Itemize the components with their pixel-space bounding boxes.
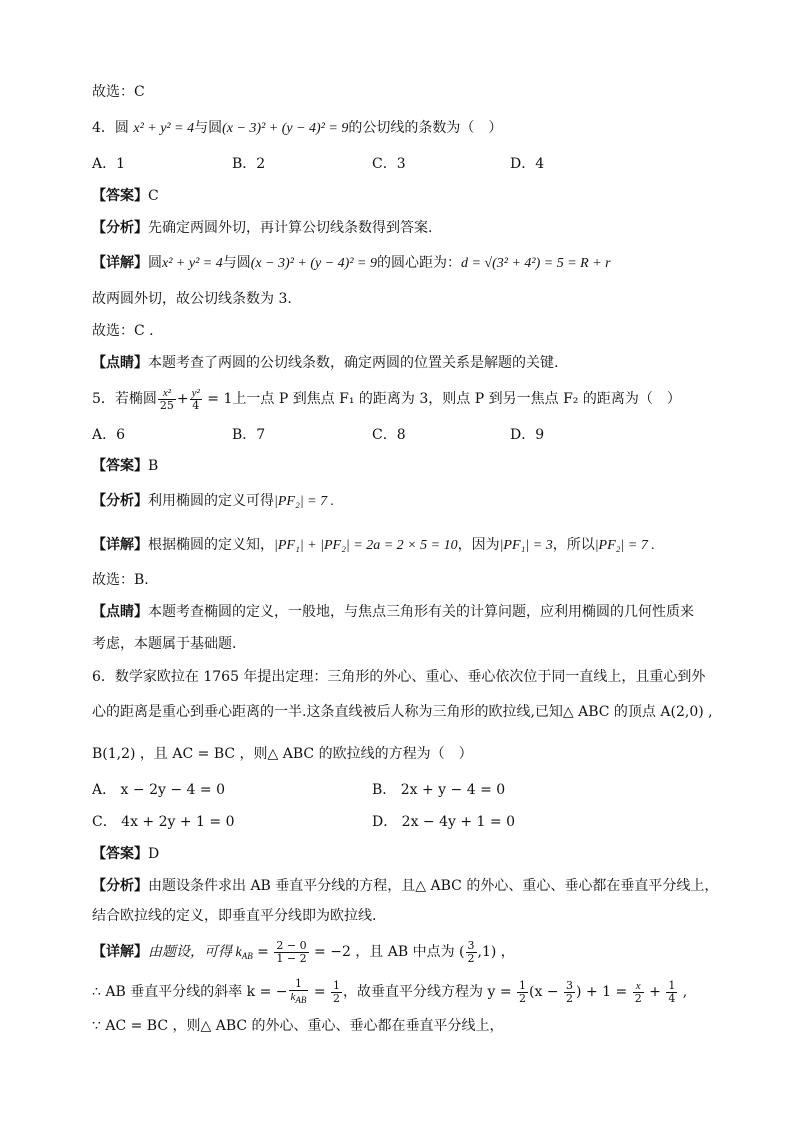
q5-answer: 【答案】B bbox=[92, 458, 159, 474]
q6-detail-1: 【详解】由题设，可得 $k_{AB}$ = $\frac{2 - 0}{1 - 2}$ = −2 ，且 AB 中点为 ( $\frac{3}{2}$ ,1) ， bbox=[92, 938, 515, 965]
q4-option-a: A．1 bbox=[92, 156, 126, 172]
q4-stem: 4．圆 x² + y² = 4与圆(x − 3)² + (y − 4)² = 9的公切线的条数为（ ） bbox=[92, 120, 503, 136]
quarter-fraction: $\frac{1}{4}$ bbox=[668, 978, 676, 1005]
ellipse-fraction-y: $\frac{\text{y²}}{4}$ bbox=[191, 386, 200, 412]
q5-option-c: C．8 bbox=[372, 427, 406, 443]
q5-comment: 【点睛】本题考查椭圆的定义，一般地，与焦点三角形有关的计算问题，应利用椭圆的几何性质来 bbox=[92, 604, 694, 620]
q5-option-b: B．7 bbox=[232, 427, 266, 443]
q4-choose: 故选：C . bbox=[92, 323, 154, 339]
half-fraction-1: $\frac{1}{2}$ bbox=[333, 978, 341, 1005]
ellipse-fraction-x: $\frac{\text{x²}}{25}$ bbox=[159, 386, 174, 412]
q6-option-d: D． 2x − 4y + 1 = 0 bbox=[372, 814, 516, 830]
q4-option-d: D．4 bbox=[510, 156, 545, 172]
q6-detail-2: ∴ AB 垂直平分线的斜率 k = − $\frac{1}{k_{AB}}$ = $\frac{1}{2}$ ，故垂直平分线方程为 y = $\frac{1}{2}$ (x − $\frac{3}{2}$ ) + 1 = $\frac{x}{2}$ + $\frac{1}{4}$ , bbox=[92, 977, 688, 1005]
q6-answer: 【答案】D bbox=[92, 846, 160, 862]
q6-stem-1: 6．数学家欧拉在 1765 年提出定理：三角形的外心、重心、垂心依次位于同一直线上，且重心到外 bbox=[92, 669, 706, 685]
q6-option-a: A． x − 2y − 4 = 0 bbox=[92, 782, 225, 798]
slope-fraction: $\frac{2 - 0}{1 - 2}$ bbox=[276, 938, 307, 965]
q4-option-b: B．2 bbox=[232, 156, 266, 172]
half-fraction-2: $\frac{1}{2}$ bbox=[519, 978, 527, 1005]
q4-conclusion: 故两圆外切，故公切线条数为 3. bbox=[92, 291, 292, 307]
q5-option-d: D．9 bbox=[510, 427, 545, 443]
q5-stem: 5．若椭圆 $\frac{\text{x²}}{25}$ + $\frac{\text{y²}}{4}$ = 1上一点 P 到焦点 F₁ 的距离为 3，则点 P 到另一焦点 F₂ 的距离为（ ） bbox=[92, 386, 681, 412]
q6-detail-3: ∵ AC = BC ，则△ ABC 的外心、重心、垂心都在垂直平分线上， bbox=[92, 1018, 504, 1034]
q6-analysis-cont: 结合欧拉线的定义，即垂直平分线即为欧拉线. bbox=[92, 908, 377, 924]
q5-analysis: 【分析】利用椭圆的定义可得|PF₂| = 7 . bbox=[92, 493, 335, 509]
q4-comment: 【点睛】本题考查了两圆的公切线条数，确定两圆的位置关系是解题的关键. bbox=[92, 355, 559, 371]
q3-choose: 故选：C bbox=[92, 84, 145, 100]
q4-detail: 【详解】圆x² + y² = 4与圆(x − 3)² + (y − 4)² = 9的圆心距为：d = √(3² + 4²) = 5 = R + r bbox=[92, 255, 611, 271]
q6-stem-3: B(1,2) ，且 AC = BC ，则△ ABC 的欧拉线的方程为（ ） bbox=[92, 746, 473, 762]
q4-answer: 【答案】C bbox=[92, 188, 159, 204]
q5-detail: 【详解】根据椭圆的定义知，|PF₁| + |PF₂| = 2a = 2 × 5 = 10，因为|PF₁| = 3，所以|PF₂| = 7 . bbox=[92, 537, 655, 553]
q6-option-c: C． 4x + 2y + 1 = 0 bbox=[92, 814, 235, 830]
three-halves-fraction: $\frac{3}{2}$ bbox=[566, 978, 574, 1005]
x-half-fraction: $\frac{x}{2}$ bbox=[634, 979, 642, 1005]
q5-option-a: A．6 bbox=[92, 427, 126, 443]
q6-option-b: B． 2x + y − 4 = 0 bbox=[372, 782, 506, 798]
q4-analysis: 【分析】先确定两圆外切，再计算公切线条数得到答案. bbox=[92, 220, 433, 236]
perpendicular-slope-fraction: $\frac{1}{k_{AB}}$ bbox=[290, 977, 307, 1005]
q5-comment-cont: 考虑，本题属于基础题. bbox=[92, 636, 237, 652]
midpoint-fraction: $\frac{3}{2}$ bbox=[467, 938, 475, 965]
q4-option-c: C．3 bbox=[372, 156, 406, 172]
q6-stem-2: 心的距离是重心到垂心距离的一半.这条直线被后人称为三角形的欧拉线,已知△ ABC 的顶点 A(2,0) , bbox=[92, 704, 713, 720]
q5-choose: 故选：B. bbox=[92, 572, 149, 588]
q6-analysis: 【分析】由题设条件求出 AB 垂直平分线的方程，且△ ABC 的外心、重心、垂心都在垂直平分线上， bbox=[92, 878, 719, 894]
